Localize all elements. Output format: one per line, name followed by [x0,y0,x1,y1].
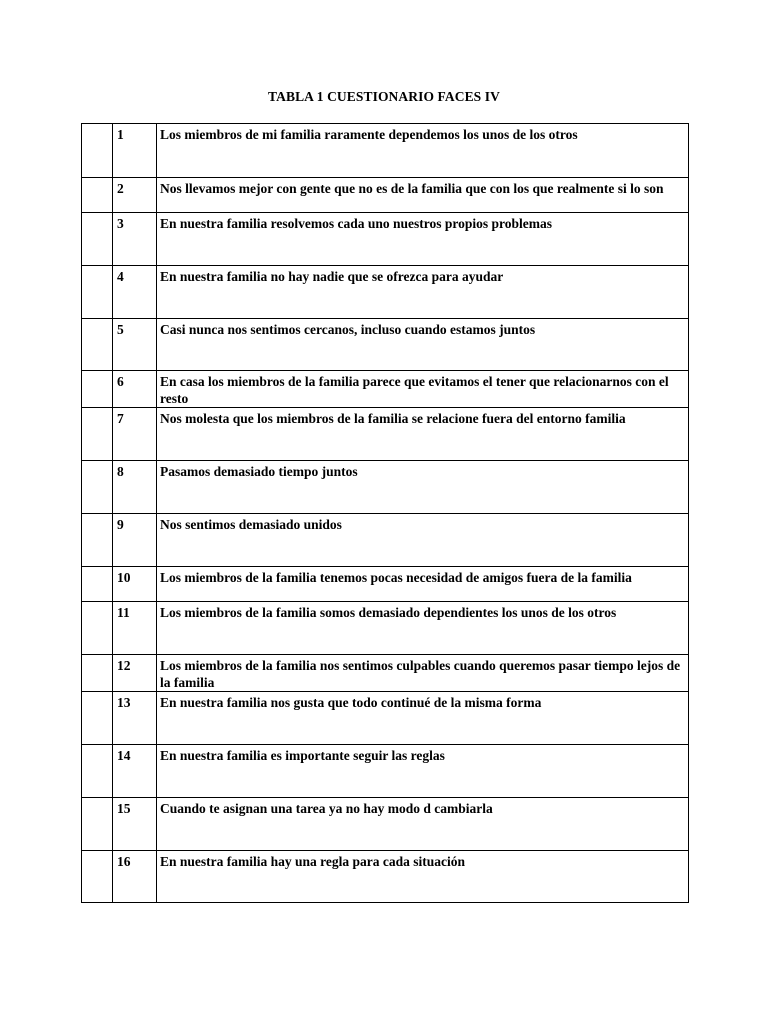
item-number: 6 [117,374,124,389]
blank-cell [82,124,113,178]
blank-cell [82,408,113,461]
item-text-cell [157,408,689,461]
item-number: 3 [117,216,124,231]
item-text: En casa los miembros de la familia parece que evitamos el tener que relacionarnos con el resto [160,374,669,406]
blank-cell [82,692,113,745]
item-text-cell [157,371,689,408]
blank-cell [82,567,113,602]
item-number-cell [113,655,157,692]
table-row [82,408,689,461]
table-row [82,371,689,408]
item-number-cell [113,266,157,319]
item-text: Los miembros de la familia tenemos pocas necesidad de amigos fuera de la familia [160,570,632,585]
table-row [82,567,689,602]
item-number: 11 [117,605,130,620]
item-number: 14 [117,748,131,763]
item-number-cell [113,851,157,903]
item-text-cell [157,319,689,371]
item-text: Nos llevamos mejor con gente que no es de la familia que con los que realmente si lo son [160,181,664,196]
blank-cell [82,319,113,371]
item-text: Cuando te asignan una tarea ya no hay modo d cambiarla [160,801,493,816]
item-number: 7 [117,411,124,426]
item-text-cell [157,602,689,655]
item-text-cell [157,178,689,213]
item-text: En nuestra familia nos gusta que todo continué de la misma forma [160,695,542,710]
item-text: En nuestra familia resolvemos cada uno nuestros propios problemas [160,216,553,231]
item-number: 13 [117,695,131,710]
blank-cell [82,213,113,266]
table-row [82,461,689,514]
table-row [82,213,689,266]
item-text: En nuestra familia hay una regla para cada situación [160,854,466,869]
item-number-cell [113,567,157,602]
blank-cell [82,514,113,567]
item-text: Nos sentimos demasiado unidos [160,517,342,532]
table-row [82,514,689,567]
item-text: Nos molesta que los miembros de la familia se relacione fuera del entorno familia [160,411,626,426]
item-number: 5 [117,322,124,337]
item-text-cell [157,124,689,178]
item-number-cell [113,178,157,213]
item-number: 9 [117,517,124,532]
item-number: 2 [117,181,124,196]
item-text: Los miembros de la familia nos sentimos culpables cuando queremos pasar tiempo lejos de la familia [160,658,681,690]
table-row [82,602,689,655]
blank-cell [82,851,113,903]
item-text-cell [157,461,689,514]
item-number: 15 [117,801,131,816]
blank-cell [82,602,113,655]
item-number-cell [113,745,157,798]
item-number: 16 [117,854,131,869]
blank-cell [82,655,113,692]
item-number-cell [113,602,157,655]
item-number-cell [113,798,157,851]
item-text-cell [157,213,689,266]
table-row [82,655,689,692]
item-number: 10 [117,570,131,585]
item-text: Los miembros de mi familia raramente dependemos los unos de los otros [160,127,578,142]
table-row [82,124,689,178]
blank-cell [82,461,113,514]
table-row [82,319,689,371]
item-text-cell [157,692,689,745]
item-text-cell [157,798,689,851]
item-text-cell [157,514,689,567]
table-row [82,851,689,903]
item-text-cell [157,266,689,319]
item-number: 8 [117,464,124,479]
item-number-cell [113,692,157,745]
item-text-cell [157,655,689,692]
table-row [82,266,689,319]
item-number-cell [113,371,157,408]
item-number: 1 [117,127,124,142]
item-text: En nuestra familia es importante seguir las reglas [160,748,445,763]
blank-cell [82,266,113,319]
item-text: Los miembros de la familia somos demasiado dependientes los unos de los otros [160,605,617,620]
item-text: Casi nunca nos sentimos cercanos, incluso cuando estamos juntos [160,322,536,337]
item-number-cell [113,319,157,371]
item-text-cell [157,745,689,798]
item-number-cell [113,213,157,266]
item-number-cell [113,124,157,178]
table-row [82,798,689,851]
item-text: Pasamos demasiado tiempo juntos [160,464,358,479]
item-number: 4 [117,269,124,284]
table-row [82,745,689,798]
blank-cell [82,178,113,213]
page-title: TABLA 1 CUESTIONARIO FACES IV [268,89,500,104]
blank-cell [82,798,113,851]
item-text-cell [157,567,689,602]
table-row [82,178,689,213]
item-number: 12 [117,658,131,673]
item-number-cell [113,514,157,567]
table-row [82,692,689,745]
item-text-cell [157,851,689,903]
blank-cell [82,745,113,798]
faces-questionnaire-table [81,123,689,903]
item-number-cell [113,408,157,461]
item-number-cell [113,461,157,514]
item-text: En nuestra familia no hay nadie que se ofrezca para ayudar [160,269,504,284]
blank-cell [82,371,113,408]
